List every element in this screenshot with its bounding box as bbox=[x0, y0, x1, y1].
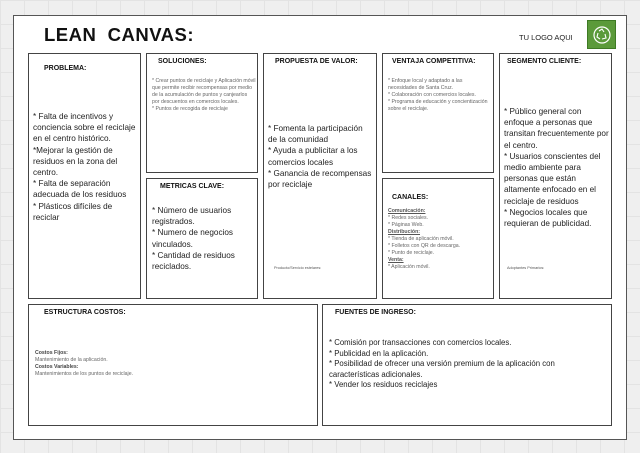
segmento-item: * Público general con enfoque a personas que transitan frecuentemente por el centro. bbox=[504, 107, 609, 150]
segmento-item: * Usuarios conscientes del medio ambiente para personas que están altamente enfocado en el reciclaje de residuos bbox=[504, 151, 601, 206]
segmento-list bbox=[504, 106, 610, 229]
problema-item: *Mejorar la gestión de residuos en la zona del centro. bbox=[33, 145, 118, 178]
canales-item: * Tienda de aplicación móvil. bbox=[388, 236, 454, 242]
ingresos-item: * Vender los residuos reciclajes bbox=[329, 380, 438, 390]
logo-placeholder-text: TU LOGO AQUI bbox=[519, 33, 573, 42]
segmento-header: SEGMENTO CLIENTE: bbox=[507, 58, 582, 65]
propuesta-item: * Ayuda a publicitar a los comercios locales bbox=[268, 146, 358, 167]
costos-variables-label: Costos Variables: bbox=[35, 364, 79, 370]
problema-header: PROBLEMA: bbox=[44, 65, 87, 72]
page-title: LEAN CANVAS: bbox=[44, 24, 195, 45]
problema-item: * Falta de incentivos y conciencia sobre el reciclaje en el centro histórico. bbox=[33, 112, 136, 144]
canales-group-label: Distribución: bbox=[388, 229, 420, 235]
soluciones-item: * Puntos de recogida de reciclaje bbox=[152, 106, 228, 112]
ingresos-item: * Posibilidad de ofrecer una versión premium de la aplicación con características adicionales. bbox=[329, 359, 555, 379]
problema-item: * Plásticos difíciles de reciclar bbox=[33, 201, 113, 222]
canales-item: * Punto de reciclaje. bbox=[388, 250, 435, 256]
problema-box bbox=[28, 53, 141, 299]
soluciones-item: * Crear puntos de reciclaje y Aplicación móvil que permite recibir recompensas por medio de la acumulación de puntos y canjearlos por descuentos en comercios locales. bbox=[152, 78, 256, 105]
propuesta-header: PROPUESTA DE VALOR: bbox=[275, 58, 358, 65]
propuesta-item: * Fomenta la participación de la comunidad bbox=[268, 124, 363, 145]
ventaja-box bbox=[382, 53, 494, 173]
canales-box bbox=[382, 178, 494, 299]
soluciones-header: SOLUCIONES: bbox=[158, 58, 207, 65]
metricas-item: * Número de usuarios registrados. bbox=[152, 206, 232, 227]
costos-variables-text: Mantenimientos de los puntos de reciclaje. bbox=[35, 371, 134, 377]
ingresos-list bbox=[329, 338, 605, 391]
segmento-box bbox=[499, 53, 612, 299]
ventaja-item: * Colaboración con comercios locales. bbox=[388, 92, 476, 98]
metricas-header: METRICAS CLAVE: bbox=[160, 183, 225, 190]
ventaja-header: VENTAJA COMPETITIVA: bbox=[392, 58, 476, 65]
recycle-logo-icon bbox=[587, 20, 616, 49]
metricas-box bbox=[146, 178, 258, 299]
ingresos-header: FUENTES DE INGRESO: bbox=[335, 309, 416, 316]
costos-box bbox=[28, 304, 318, 426]
costos-list bbox=[35, 350, 305, 378]
metricas-item: * Cantidad de residuos reciclados. bbox=[152, 250, 235, 272]
metricas-item: * Numero de negocios vinculados. bbox=[152, 228, 234, 249]
propuesta-list bbox=[268, 123, 374, 190]
ingresos-box bbox=[322, 304, 612, 426]
ventaja-item: * Programa de educación y concientización sobre el reciclaje. bbox=[388, 99, 488, 112]
soluciones-list bbox=[152, 78, 256, 113]
propuesta-footnote: Producto/Servicio estelares: bbox=[274, 266, 322, 270]
costos-fijos-label: Costos Fijos: bbox=[35, 350, 68, 356]
costos-fijos-text: Mantenimiento de la aplicación. bbox=[35, 357, 108, 363]
metricas-list bbox=[152, 205, 256, 272]
costos-header: ESTRUCTURA COSTOS: bbox=[44, 309, 126, 316]
soluciones-box bbox=[146, 53, 258, 173]
ventaja-item: * Enfoque local y adaptado a las necesidades de Santa Cruz. bbox=[388, 78, 463, 91]
canales-item: * Aplicación móvil. bbox=[388, 264, 430, 270]
propuesta-item: * Ganancia de recompensas por reciclaje bbox=[268, 168, 372, 190]
problema-list bbox=[33, 111, 137, 223]
ventaja-list bbox=[388, 78, 492, 113]
segmento-footnote: Adoptantes Primarios: bbox=[507, 266, 545, 270]
canales-group-label: Comunicación: bbox=[388, 208, 426, 214]
canales-header: CANALES: bbox=[392, 194, 429, 201]
canales-item: * Páginas Web. bbox=[388, 222, 424, 228]
canales-item: * Redes sociales. bbox=[388, 215, 429, 221]
problema-item: * Falta de separación adecuada de los residuos bbox=[33, 179, 127, 200]
segmento-item: * Negocios locales que requieran de publicidad. bbox=[504, 207, 592, 229]
propuesta-box bbox=[263, 53, 377, 299]
ingresos-item: * Comisión por transacciones con comercios locales. bbox=[329, 338, 512, 347]
canales-list bbox=[388, 208, 492, 271]
canales-group-label: Venta: bbox=[388, 257, 404, 263]
canales-item: * Folletos con QR de descarga. bbox=[388, 243, 461, 249]
ingresos-item: * Publicidad en la aplicación. bbox=[329, 348, 429, 358]
